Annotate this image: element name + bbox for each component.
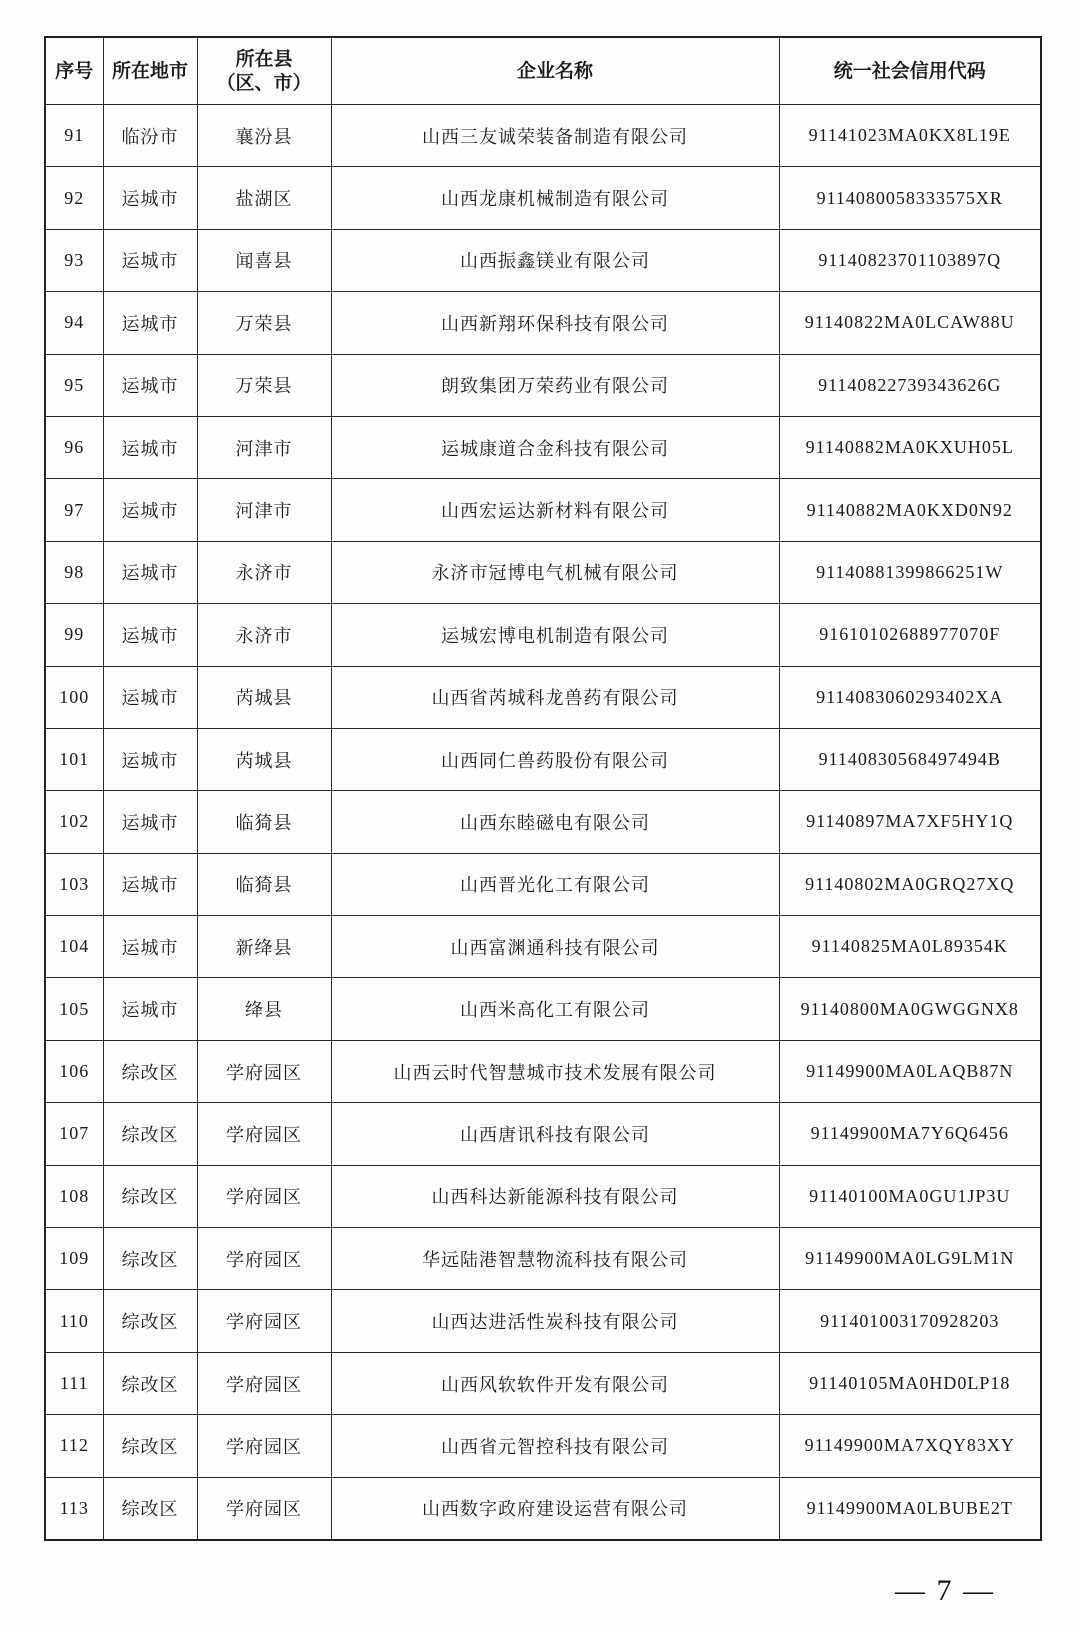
table-row [45,1352,1041,1414]
table-row [45,916,1041,978]
company-name-cell: 山西唐讯科技有限公司 [331,1103,779,1165]
table-row [45,853,1041,915]
company-name-cell: 永济市冠博电气机械有限公司 [331,541,779,603]
page-number: — 7 — [895,1574,995,1607]
credit-code-cell: 91140822739343626G [779,354,1041,416]
county-cell: 学府园区 [197,1103,331,1165]
county-cell: 学府园区 [197,1165,331,1227]
enterprise-table [44,36,1042,1541]
table-row [45,292,1041,354]
city-cell: 综改区 [103,1352,197,1414]
header-code: 统一社会信用代码 [779,37,1041,105]
table-row [45,1103,1041,1165]
county-cell: 学府园区 [197,1228,331,1290]
seq-cell: 98 [45,541,103,603]
company-name-cell: 山西科达新能源科技有限公司 [331,1165,779,1227]
company-name-cell: 山西振鑫镁业有限公司 [331,229,779,291]
credit-code-cell: 91140897MA7XF5HY1Q [779,791,1041,853]
seq-cell: 112 [45,1415,103,1477]
company-name-cell: 山西富渊通科技有限公司 [331,916,779,978]
table-row [45,541,1041,603]
table-row [45,167,1041,229]
table-row [45,105,1041,167]
county-cell: 学府园区 [197,1040,331,1102]
county-cell: 临猗县 [197,791,331,853]
header-seq: 序号 [45,37,103,105]
table-row [45,1165,1041,1227]
county-cell: 万荣县 [197,354,331,416]
table-row [45,978,1041,1040]
city-cell: 运城市 [103,916,197,978]
seq-cell: 102 [45,791,103,853]
credit-code-cell: 91149900MA0LG9LM1N [779,1228,1041,1290]
county-cell: 盐湖区 [197,167,331,229]
seq-cell: 101 [45,728,103,790]
company-name-cell: 山西三友诚荣装备制造有限公司 [331,105,779,167]
table-row [45,604,1041,666]
city-cell: 运城市 [103,604,197,666]
company-name-cell: 运城康道合金科技有限公司 [331,416,779,478]
table-row [45,479,1041,541]
credit-code-cell: 91149900MA7XQY83XY [779,1415,1041,1477]
county-cell: 闻喜县 [197,229,331,291]
table-row [45,666,1041,728]
county-cell: 临猗县 [197,853,331,915]
header-county-line2: （区、市） [216,72,312,94]
company-name-cell: 山西米高化工有限公司 [331,978,779,1040]
seq-cell: 103 [45,853,103,915]
city-cell: 运城市 [103,791,197,853]
county-cell: 万荣县 [197,292,331,354]
county-cell: 绛县 [197,978,331,1040]
seq-cell: 104 [45,916,103,978]
table-header-row [45,37,1041,105]
company-name-cell: 华远陆港智慧物流科技有限公司 [331,1228,779,1290]
company-name-cell: 山西省芮城科龙兽药有限公司 [331,666,779,728]
seq-cell: 105 [45,978,103,1040]
company-name-cell: 山西宏运达新材料有限公司 [331,479,779,541]
credit-code-cell: 91140800MA0GWGGNX8 [779,978,1041,1040]
table-row [45,416,1041,478]
city-cell: 临汾市 [103,105,197,167]
city-cell: 运城市 [103,728,197,790]
county-cell: 永济市 [197,541,331,603]
credit-code-cell: 9114080058333575XR [779,167,1041,229]
city-cell: 运城市 [103,479,197,541]
city-cell: 运城市 [103,541,197,603]
city-cell: 综改区 [103,1415,197,1477]
credit-code-cell: 91140822MA0LCAW88U [779,292,1041,354]
company-name-cell: 山西省元智控科技有限公司 [331,1415,779,1477]
company-name-cell: 山西龙康机械制造有限公司 [331,167,779,229]
seq-cell: 93 [45,229,103,291]
seq-cell: 97 [45,479,103,541]
credit-code-cell: 91149900MA0LAQB87N [779,1040,1041,1102]
credit-code-cell: 91140825MA0L89354K [779,916,1041,978]
county-cell: 学府园区 [197,1352,331,1414]
seq-cell: 91 [45,105,103,167]
credit-code-cell: 91140830568497494B [779,728,1041,790]
credit-code-cell: 91140105MA0HD0LP18 [779,1352,1041,1414]
company-name-cell: 山西同仁兽药股份有限公司 [331,728,779,790]
credit-code-cell: 911401003170928203 [779,1290,1041,1352]
table-row [45,728,1041,790]
company-name-cell: 山西晋光化工有限公司 [331,853,779,915]
seq-cell: 108 [45,1165,103,1227]
company-name-cell: 山西达进活性炭科技有限公司 [331,1290,779,1352]
header-county [197,37,331,105]
header-city: 所在地市 [103,37,197,105]
city-cell: 运城市 [103,292,197,354]
company-name-cell: 运城宏博电机制造有限公司 [331,604,779,666]
seq-cell: 96 [45,416,103,478]
county-cell: 学府园区 [197,1477,331,1540]
table-row [45,229,1041,291]
city-cell: 综改区 [103,1165,197,1227]
table-row [45,791,1041,853]
credit-code-cell: 9114083060293402XA [779,666,1041,728]
table-row [45,354,1041,416]
credit-code-cell: 91610102688977070F [779,604,1041,666]
city-cell: 运城市 [103,978,197,1040]
city-cell: 运城市 [103,229,197,291]
table-row [45,1415,1041,1477]
table-row [45,1290,1041,1352]
county-cell: 河津市 [197,416,331,478]
city-cell: 运城市 [103,354,197,416]
company-name-cell: 山西云时代智慧城市技术发展有限公司 [331,1040,779,1102]
city-cell: 综改区 [103,1477,197,1540]
city-cell: 运城市 [103,416,197,478]
seq-cell: 113 [45,1477,103,1540]
city-cell: 运城市 [103,853,197,915]
county-cell: 新绛县 [197,916,331,978]
company-name-cell: 山西数字政府建设运营有限公司 [331,1477,779,1540]
city-cell: 综改区 [103,1228,197,1290]
credit-code-cell: 91141023MA0KX8L19E [779,105,1041,167]
seq-cell: 110 [45,1290,103,1352]
seq-cell: 99 [45,604,103,666]
company-name-cell: 朗致集团万荣药业有限公司 [331,354,779,416]
city-cell: 综改区 [103,1040,197,1102]
seq-cell: 109 [45,1228,103,1290]
county-cell: 芮城县 [197,666,331,728]
seq-cell: 107 [45,1103,103,1165]
county-cell: 河津市 [197,479,331,541]
seq-cell: 94 [45,292,103,354]
city-cell: 综改区 [103,1290,197,1352]
table-row [45,1477,1041,1540]
seq-cell: 111 [45,1352,103,1414]
table-body [45,105,1041,1540]
company-name-cell: 山西风软软件开发有限公司 [331,1352,779,1414]
city-cell: 运城市 [103,167,197,229]
credit-code-cell: 91140823701103897Q [779,229,1041,291]
county-cell: 学府园区 [197,1290,331,1352]
table-row [45,1040,1041,1102]
seq-cell: 100 [45,666,103,728]
city-cell: 运城市 [103,666,197,728]
county-cell: 学府园区 [197,1415,331,1477]
county-cell: 芮城县 [197,728,331,790]
credit-code-cell: 91140882MA0KXUH05L [779,416,1041,478]
credit-code-cell: 91140881399866251W [779,541,1041,603]
table-row [45,1228,1041,1290]
credit-code-cell: 91140100MA0GU1JP3U [779,1165,1041,1227]
city-cell: 综改区 [103,1103,197,1165]
company-name-cell: 山西新翔环保科技有限公司 [331,292,779,354]
seq-cell: 92 [45,167,103,229]
credit-code-cell: 91149900MA7Y6Q6456 [779,1103,1041,1165]
company-name-cell: 山西东睦磁电有限公司 [331,791,779,853]
credit-code-cell: 91149900MA0LBUBE2T [779,1477,1041,1540]
header-county-line1: 所在县 [235,48,293,70]
seq-cell: 95 [45,354,103,416]
header-company: 企业名称 [331,37,779,105]
seq-cell: 106 [45,1040,103,1102]
credit-code-cell: 91140882MA0KXD0N92 [779,479,1041,541]
credit-code-cell: 91140802MA0GRQ27XQ [779,853,1041,915]
county-cell: 永济市 [197,604,331,666]
county-cell: 襄汾县 [197,105,331,167]
